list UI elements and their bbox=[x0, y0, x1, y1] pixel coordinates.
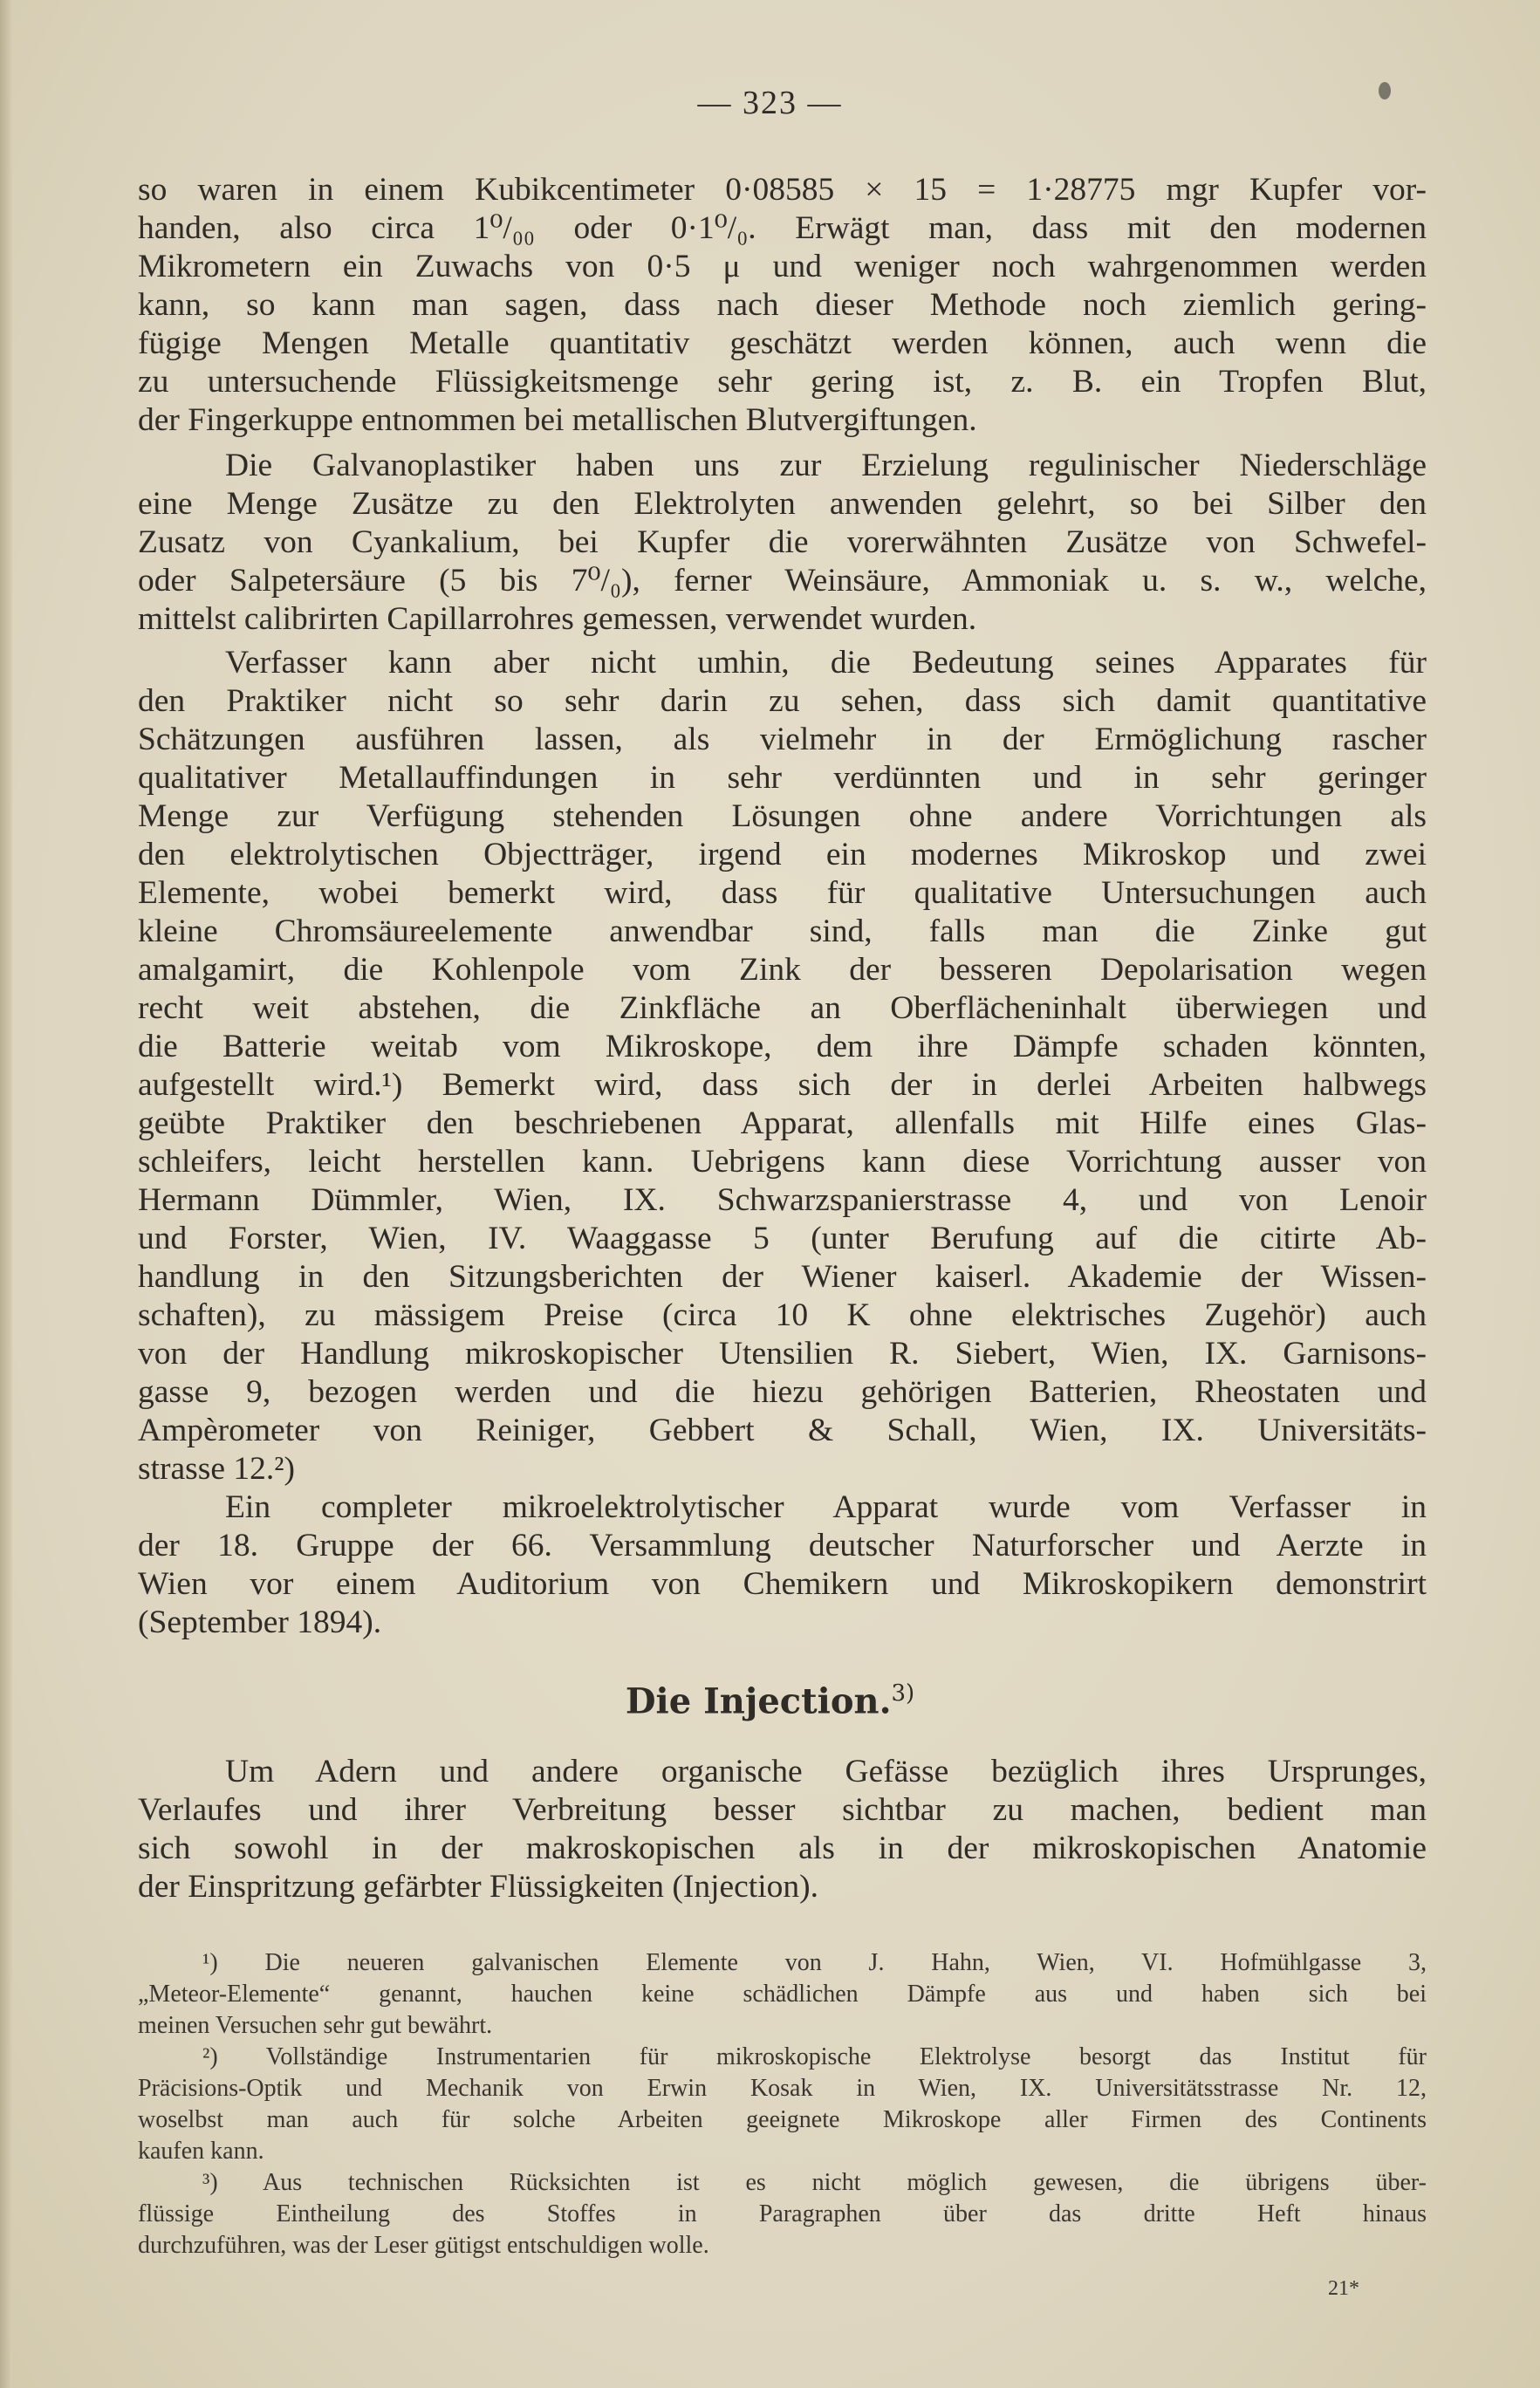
text-line: Hermann Dümmler, Wien, IX. Schwarzspanierstrasse 4, und von Lenoir bbox=[138, 1182, 1427, 1218]
text-line: Verfasser kann aber nicht umhin, die Bedeutung seines Apparates für bbox=[225, 645, 1427, 681]
text-line: und Forster, Wien, IV. Waaggasse 5 (unter Berufung auf die citirte Ab- bbox=[138, 1221, 1427, 1256]
footnotes-block bbox=[138, 1947, 1427, 2261]
text-line: Verlaufes und ihrer Verbreitung besser sichtbar zu machen, bedient man bbox=[138, 1792, 1427, 1828]
text-line: den Praktiker nicht so sehr darin zu sehen, dass sich damit quantitative bbox=[138, 683, 1427, 719]
ink-spot bbox=[1379, 82, 1391, 99]
text-line: qualitativer Metallauffindungen in sehr verdünnten und in sehr geringer bbox=[138, 760, 1427, 796]
text-line: Ein completer mikroelektrolytischer Apparat wurde vom Verfasser in bbox=[225, 1489, 1427, 1525]
text-line: Zusatz von Cyankalium, bei Kupfer die vorerwähnten Zusätze von Schwefel- bbox=[138, 524, 1427, 560]
text-line: Schätzungen ausführen lassen, als vielmehr in der Ermöglichung rascher bbox=[138, 722, 1427, 757]
text-line: handlung in den Sitzungsberichten der Wiener kaiserl. Akademie der Wissen- bbox=[138, 1259, 1427, 1295]
footnote-line: ¹) Die neueren galvanischen Elemente von J. Hahn, Wien, VI. Hofmühlgasse 3, bbox=[202, 1949, 1427, 1976]
text-line: fügige Mengen Metalle quantitativ geschätzt werden können, auch wenn die bbox=[138, 325, 1427, 361]
footnote-line: Präcisions-Optik und Mechanik von Erwin Kosak in Wien, IX. Universitätsstrasse Nr. 12, bbox=[138, 2075, 1427, 2102]
text-line: Mikrometern ein Zuwachs von 0·5 μ und weniger noch wahrgenommen werden bbox=[138, 249, 1427, 284]
text-line: strasse 12.²) bbox=[138, 1451, 295, 1487]
text-line: Menge zur Verfügung stehenden Lösungen ohne andere Vorrichtungen als bbox=[138, 798, 1427, 834]
main-text-block bbox=[138, 171, 1427, 1642]
text-line: amalgamirt, die Kohlenpole vom Zink der besseren Depolarisation wegen bbox=[138, 952, 1427, 988]
text-line: die Batterie weitab vom Mikroskope, dem ihre Dämpfe schaden könnten, bbox=[138, 1029, 1427, 1064]
text-line: geübte Praktiker den beschriebenen Apparat, allenfalls mit Hilfe eines Glas- bbox=[138, 1105, 1427, 1141]
text-line: Elemente, wobei bemerkt wird, dass für qualitative Untersuchungen auch bbox=[138, 875, 1427, 911]
text-line: handen, also circa 1⁰/₀₀ oder 0·1⁰/₀. Erwägt man, dass mit den modernen bbox=[138, 210, 1427, 246]
signature-mark: 21* bbox=[1328, 2277, 1359, 2300]
text-line: der Fingerkuppe entnommen bei metallischen Blutvergiftungen. bbox=[138, 402, 977, 438]
text-line: Die Galvanoplastiker haben uns zur Erzielung regulinischer Niederschläge bbox=[225, 448, 1427, 483]
footnote-line: „Meteor-Elemente“ genannt, hauchen keine schädlichen Dämpfe aus und haben sich bei bbox=[138, 1981, 1427, 2008]
text-line: den elektrolytischen Objectträger, irgend ein modernes Mikroskop und zwei bbox=[138, 837, 1427, 872]
text-line: von der Handlung mikroskopischer Utensilien R. Siebert, Wien, IX. Garnisons- bbox=[138, 1336, 1427, 1372]
section-heading bbox=[0, 1680, 1540, 1721]
text-line: eine Menge Zusätze zu den Elektrolyten anwenden gelehrt, so bei Silber den bbox=[138, 486, 1427, 522]
text-line: so waren in einem Kubikcentimeter 0·08585 × 15 = 1·28775 mgr Kupfer vor- bbox=[138, 172, 1427, 208]
footnote-line: woselbst man auch für solche Arbeiten geeignete Mikroskope aller Firmen des Continents bbox=[138, 2106, 1427, 2133]
text-line: gasse 9, bezogen werden und die hiezu gehörigen Batterien, Rheostaten und bbox=[138, 1374, 1427, 1410]
section-body bbox=[138, 1753, 1427, 1906]
text-line: mittelst calibrirten Capillarrohres gemessen, verwendet wurden. bbox=[138, 601, 977, 637]
text-line: aufgestellt wird.¹) Bemerkt wird, dass sich der in derlei Arbeiten halbwegs bbox=[138, 1067, 1427, 1103]
text-line: (September 1894). bbox=[138, 1605, 382, 1640]
text-line: der 18. Gruppe der 66. Versammlung deutscher Naturforscher und Aerzte in bbox=[138, 1528, 1427, 1563]
text-line: schleifers, leicht herstellen kann. Uebrigens kann diese Vorrichtung ausser von bbox=[138, 1144, 1427, 1180]
footnote-line: meinen Versuchen sehr gut bewährt. bbox=[138, 2012, 493, 2039]
footnote-line: flüssige Eintheilung des Stoffes in Paragraphen über das dritte Heft hinaus bbox=[138, 2200, 1427, 2227]
heading-footnote-marker: 3) bbox=[891, 1680, 915, 1707]
text-line: sich sowohl in der makroskopischen als in der mikroskopischen Anatomie bbox=[138, 1830, 1427, 1866]
text-line: kleine Chromsäureelemente anwendbar sind, falls man die Zinke gut bbox=[138, 913, 1427, 949]
footnote-line: ²) Vollständige Instrumentarien für mikroskopische Elektrolyse besorgt das Institut für bbox=[202, 2043, 1427, 2070]
footnote-line: ³) Aus technischen Rücksichten ist es nicht möglich gewesen, die übrigens über- bbox=[202, 2169, 1427, 2196]
text-line: recht weit abstehen, die Zinkfläche an Oberflächeninhalt überwiegen und bbox=[138, 990, 1427, 1026]
footnote-line: durchzuführen, was der Leser gütigst entschuldigen wolle. bbox=[138, 2232, 709, 2259]
page-edge-shadow bbox=[0, 0, 12, 2388]
text-line: Ampèrometer von Reiniger, Gebbert & Schall, Wien, IX. Universitäts- bbox=[138, 1413, 1427, 1448]
text-line: zu untersuchende Flüssigkeitsmenge sehr gering ist, z. B. ein Tropfen Blut, bbox=[138, 364, 1427, 400]
page-number: — 323 — bbox=[697, 85, 843, 121]
footnote-line: kaufen kann. bbox=[138, 2138, 264, 2165]
text-line: Wien vor einem Auditorium von Chemikern und Mikroskopikern demonstrirt bbox=[138, 1566, 1427, 1602]
text-line: schaften), zu mässigem Preise (circa 10 K ohne elektrisches Zugehör) auch bbox=[138, 1297, 1427, 1333]
text-line: kann, so kann man sagen, dass nach dieser Methode noch ziemlich gering- bbox=[138, 287, 1427, 323]
text-line: Um Adern und andere organische Gefässe bezüglich ihres Ursprunges, bbox=[225, 1754, 1427, 1789]
heading-title: Die Injection. bbox=[625, 1680, 892, 1722]
text-line: oder Salpetersäure (5 bis 7⁰/₀), ferner Weinsäure, Ammoniak u. s. w., welche, bbox=[138, 563, 1427, 599]
text-line: der Einspritzung gefärbter Flüssigkeiten (Injection). bbox=[138, 1869, 818, 1905]
